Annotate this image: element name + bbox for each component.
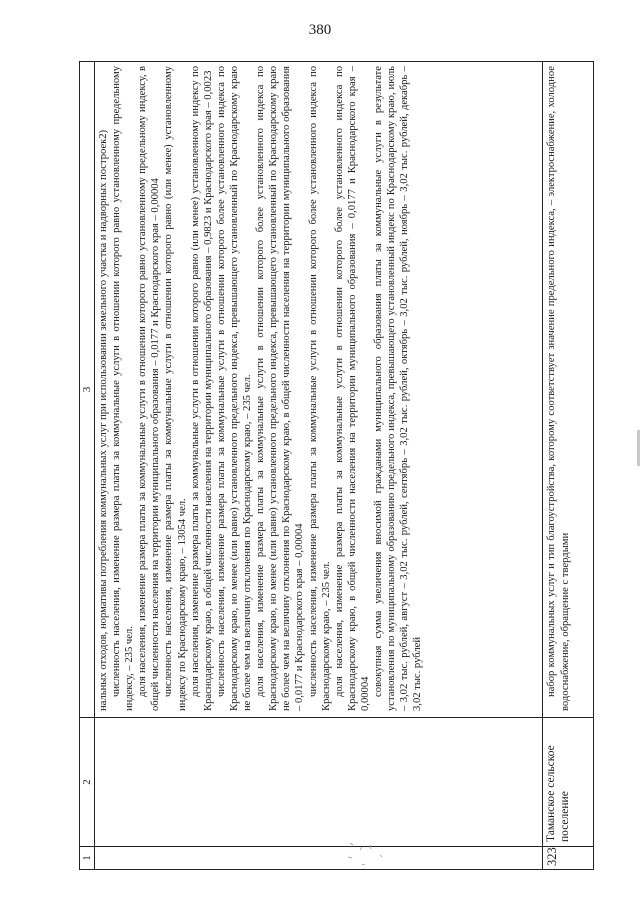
row-number-cell [95,847,543,870]
paragraph: численность населения, изменение размера платы за коммунальные услуги в отношении которого более установленного индекса по Краснодарскому краю, но менее (или равно) установленного предельного индекса, превышающего установленный по Краснодарскому краю не более чем на величину отклонения по Краснодарскому краю, – 235 чел. [215,66,254,711]
settlement-name-cell [95,718,543,847]
paragraph: доля населения, изменение размера платы за коммунальные услуги в отношении которого более установленного индекса по Краснодарскому краю, в общей численности населения на территории муниципального образования – 0,0177 и Краснодарского края – 0,00004 [333,66,371,711]
paragraph: доля населения, изменение размера платы за коммунальные услуги в отношении которого равно установленному предельному индексу, в общей численности населения на территории муниципального образования – 0,0177 и Краснодарского края – 0,00004 [137,66,162,711]
rotated-table-container [79,65,594,870]
header-col-3: 3 [80,62,95,718]
table-header-row [80,62,95,870]
settlement-name-cell: Таманское сельское поселение [543,718,594,847]
paragraph: доля населения, изменение размера платы за коммунальные услуги в отношении которого равно (или менее) установленному индексу по Краснодарскому краю, в общей численности населения на территории муниципального образования – 0,9823 и Краснодарского края – 0,0023 [189,66,214,711]
indicator-text-cell [543,62,594,718]
data-table [79,61,594,870]
table-row [95,62,543,870]
paragraph: численность населения, изменение размера платы за коммунальные услуги в отношении которого равно установленному предельному индексу, – 235 чел. [111,66,136,711]
scan-noise-mark [340,835,400,885]
paragraph: численность населения, изменение размера платы за коммунальные услуги в отношении которого равно (или менее) установленному индексу по Краснодарскому краю, – 13054 чел. [163,66,188,711]
paragraph: нальных отходов, нормативы потребления коммунальных услуг при использовании земельного участка и надворных построек2) [98,129,109,711]
paragraph: численность населения, изменение размера платы за коммунальные услуги в отношении которого более установленного индекса по Краснодарскому краю, – 235 чел. [307,66,332,711]
paragraph: набор коммунальных услуг и тип благоустройства, которому соответствует значение предельного индекса, – электроснабжение, холодное водоснабжение, обращение с твердыми [546,66,571,711]
page-number: 380 [308,22,332,38]
paragraph: доля населения, изменение размера платы за коммунальные услуги в отношении которого более установленного индекса по Краснодарскому краю, но менее (или равно) установленного предельного индекса, превышающего установленный по Краснодарскому краю не более чем на величину отклонения по Краснодарскому краю, в общей численности населения на территории муниципального образования – 0,0177 и Краснодарского края – 0,00004 [255,66,306,711]
header-col-1: 1 [80,847,95,870]
indicator-text-cell [95,62,543,718]
row-number-cell: 323 [543,847,594,870]
header-col-2: 2 [80,718,95,847]
paragraph: совокупная сумма увеличения вносимой гражданами муниципального образования платы за коммунальные услуги в результате установления по муниципальному образованию предельного индекса, превышающего установленный индекс по Краснодарскому краю, июль – 3,02 тыс. рублей, август – 3,02 тыс. рублей, сентябрь – 3,02 тыс. рублей, октябрь – 3,02 тыс. рублей, ноябрь – 3,02 тыс. рублей, декабрь – 3,02 тыс. рублей [372,66,424,711]
table-row [543,62,594,870]
